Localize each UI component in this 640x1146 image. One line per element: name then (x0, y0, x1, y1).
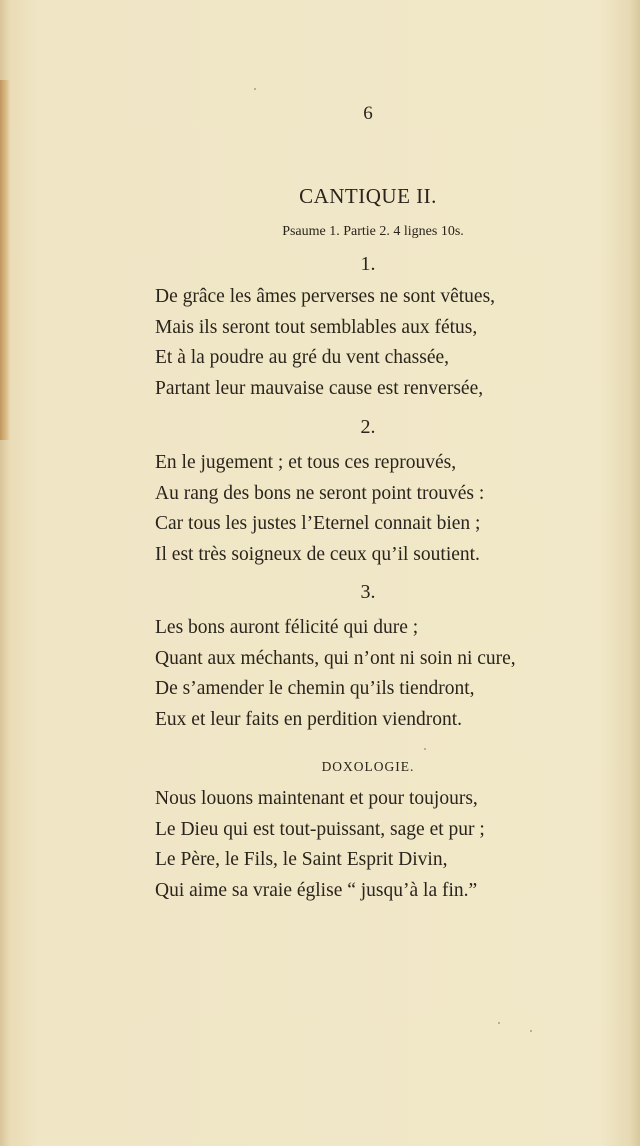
stanza-number: 3. (360, 581, 376, 603)
verse-line: Mais ils seront tout semblables aux fétus, (155, 316, 478, 338)
verse-line: Et à la poudre au gré du vent chassée, (155, 347, 450, 368)
hymn-title: CANTIQUE II. (299, 184, 437, 208)
verse-line: Le Père, le Fils, le Saint Esprit Divin, (155, 849, 448, 870)
verse-line: Les bons auront félicité qui dure ; (155, 617, 419, 638)
paper-speck (254, 88, 256, 90)
verse-line: Quant aux méchants, qui n’ont ni soin ni cure, (155, 647, 516, 669)
verse-line: En le jugement ; et tous ces reprouvés, (155, 452, 457, 473)
doxology-stanza (155, 784, 625, 906)
paper-speck (498, 1022, 500, 1024)
paper-speck (424, 748, 426, 750)
verse-line: Nous louons maintenant et pour toujours, (155, 788, 478, 809)
verse-line: Eux et leur faits en perdition viendront. (155, 708, 463, 730)
verse-line: Car tous les justes l’Eternel connait bien ; (155, 513, 481, 534)
stanza (155, 613, 625, 735)
stanza (155, 282, 625, 404)
paper-speck (530, 1030, 532, 1032)
verse-line: Il est très soigneux de ceux qu’il soutient. (155, 543, 480, 565)
verse-line: Qui aime sa vraie église “ jusqu’à la fin.” (155, 879, 478, 901)
stanza (155, 448, 625, 570)
verse-line: Partant leur mauvaise cause est renversée, (155, 377, 484, 399)
stanza-number: 2. (360, 416, 376, 438)
verse-line: De s’amender le chemin qu’ils tiendront, (155, 678, 475, 699)
verse-line: Le Dieu qui est tout-puissant, sage et pur ; (155, 818, 485, 840)
page-number: 6 (363, 103, 373, 124)
verse-line: De grâce les âmes perverses ne sont vêtues, (155, 286, 496, 307)
stanza-number: 1. (360, 253, 376, 275)
verse-line: Au rang des bons ne seront point trouvés : (155, 482, 485, 504)
hymn-subtitle: Psaume 1. Partie 2. 4 lignes 10s. (282, 224, 464, 239)
doxology-title: DOXOLOGIE. (321, 759, 415, 774)
